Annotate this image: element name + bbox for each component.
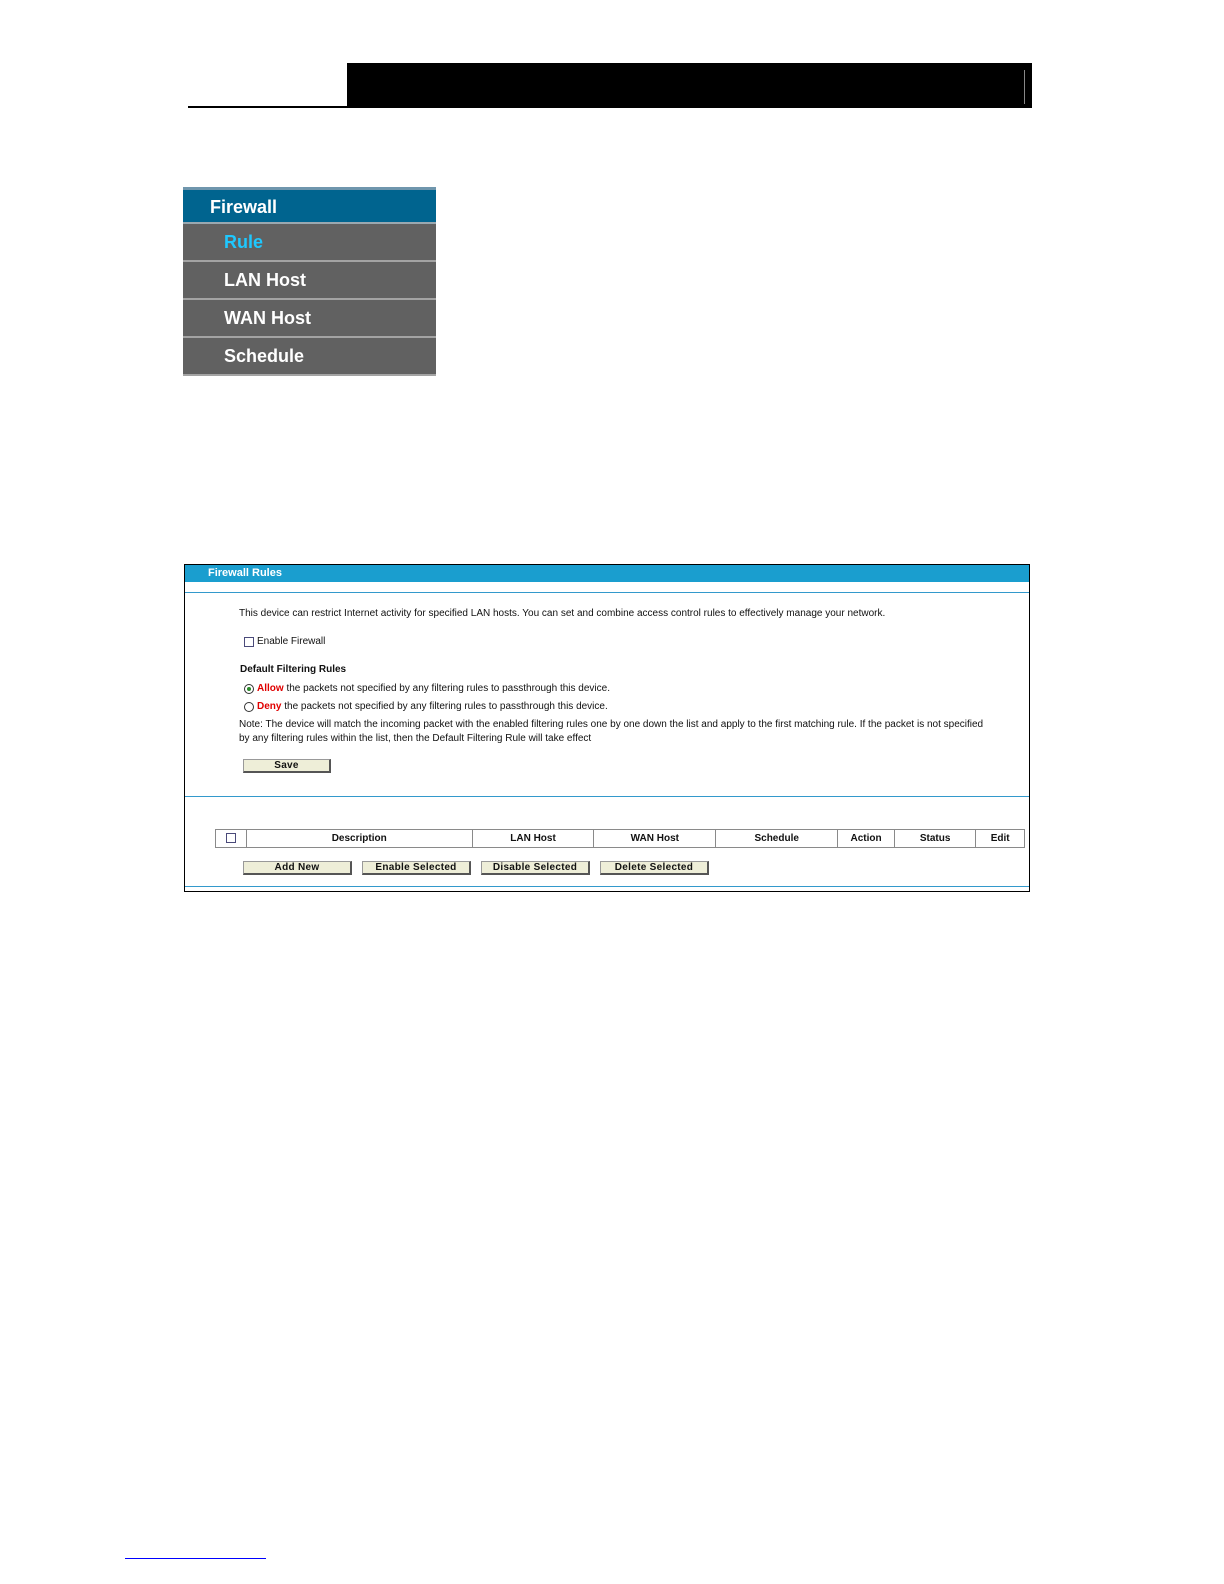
column-status: Status — [894, 830, 975, 848]
allow-option-text — [257, 683, 610, 694]
column-description: Description — [246, 830, 472, 848]
note-line-2: by any filtering rules within the list, then the Default Filtering Rule will take effect — [239, 733, 592, 744]
allow-radio[interactable] — [244, 684, 254, 694]
allow-keyword: Allow — [257, 683, 284, 694]
select-all-checkbox[interactable] — [226, 833, 236, 843]
menu-item-lan-host[interactable]: LAN Host — [183, 262, 436, 300]
default-rules-heading: Default Filtering Rules — [240, 664, 347, 675]
deny-description: the packets not specified by any filtering rules to passthrough this device. — [281, 701, 608, 712]
enable-selected-button[interactable]: Enable Selected — [362, 861, 471, 875]
panel-title: Firewall Rules — [185, 565, 1029, 582]
column-lan-host: LAN Host — [472, 830, 594, 848]
column-edit: Edit — [976, 830, 1025, 848]
divider — [185, 592, 1029, 593]
column-wan-host: WAN Host — [594, 830, 716, 848]
menu-item-wan-host[interactable]: WAN Host — [183, 300, 436, 338]
divider — [185, 796, 1029, 797]
menu-item-schedule[interactable]: Schedule — [183, 338, 436, 376]
select-all-cell — [216, 830, 247, 848]
delete-selected-button[interactable]: Delete Selected — [600, 861, 709, 875]
note-line-1: Note: The device will match the incoming packet with the enabled filtering rules one by one down the list and apply to the first matching rule. If the packet is not specified — [239, 719, 984, 730]
divider — [185, 886, 1029, 887]
deny-option-text — [257, 701, 608, 712]
firewall-menu — [183, 187, 436, 376]
add-new-button[interactable]: Add New — [243, 861, 352, 875]
column-schedule: Schedule — [716, 830, 838, 848]
header-bar — [347, 63, 1032, 108]
enable-firewall-checkbox[interactable] — [244, 637, 254, 647]
menu-item-rule[interactable]: Rule — [183, 224, 436, 262]
save-button[interactable]: Save — [243, 759, 331, 773]
header-bar-tick — [1024, 70, 1025, 104]
header-line — [188, 106, 348, 108]
menu-header-firewall[interactable]: Firewall — [183, 187, 436, 224]
rules-table — [215, 829, 1025, 848]
firewall-rules-panel — [184, 564, 1030, 892]
deny-keyword: Deny — [257, 701, 282, 712]
disable-selected-button[interactable]: Disable Selected — [481, 861, 590, 875]
allow-description: the packets not specified by any filtering rules to passthrough this device. — [283, 683, 610, 694]
column-action: Action — [838, 830, 895, 848]
footnote-separator — [125, 1558, 266, 1559]
table-header-row — [216, 830, 1025, 848]
deny-radio[interactable] — [244, 702, 254, 712]
intro-text: This device can restrict Internet activity for specified LAN hosts. You can set and combine access control rules to effectively manage your network. — [239, 608, 886, 619]
enable-firewall-label: Enable Firewall — [257, 636, 326, 647]
